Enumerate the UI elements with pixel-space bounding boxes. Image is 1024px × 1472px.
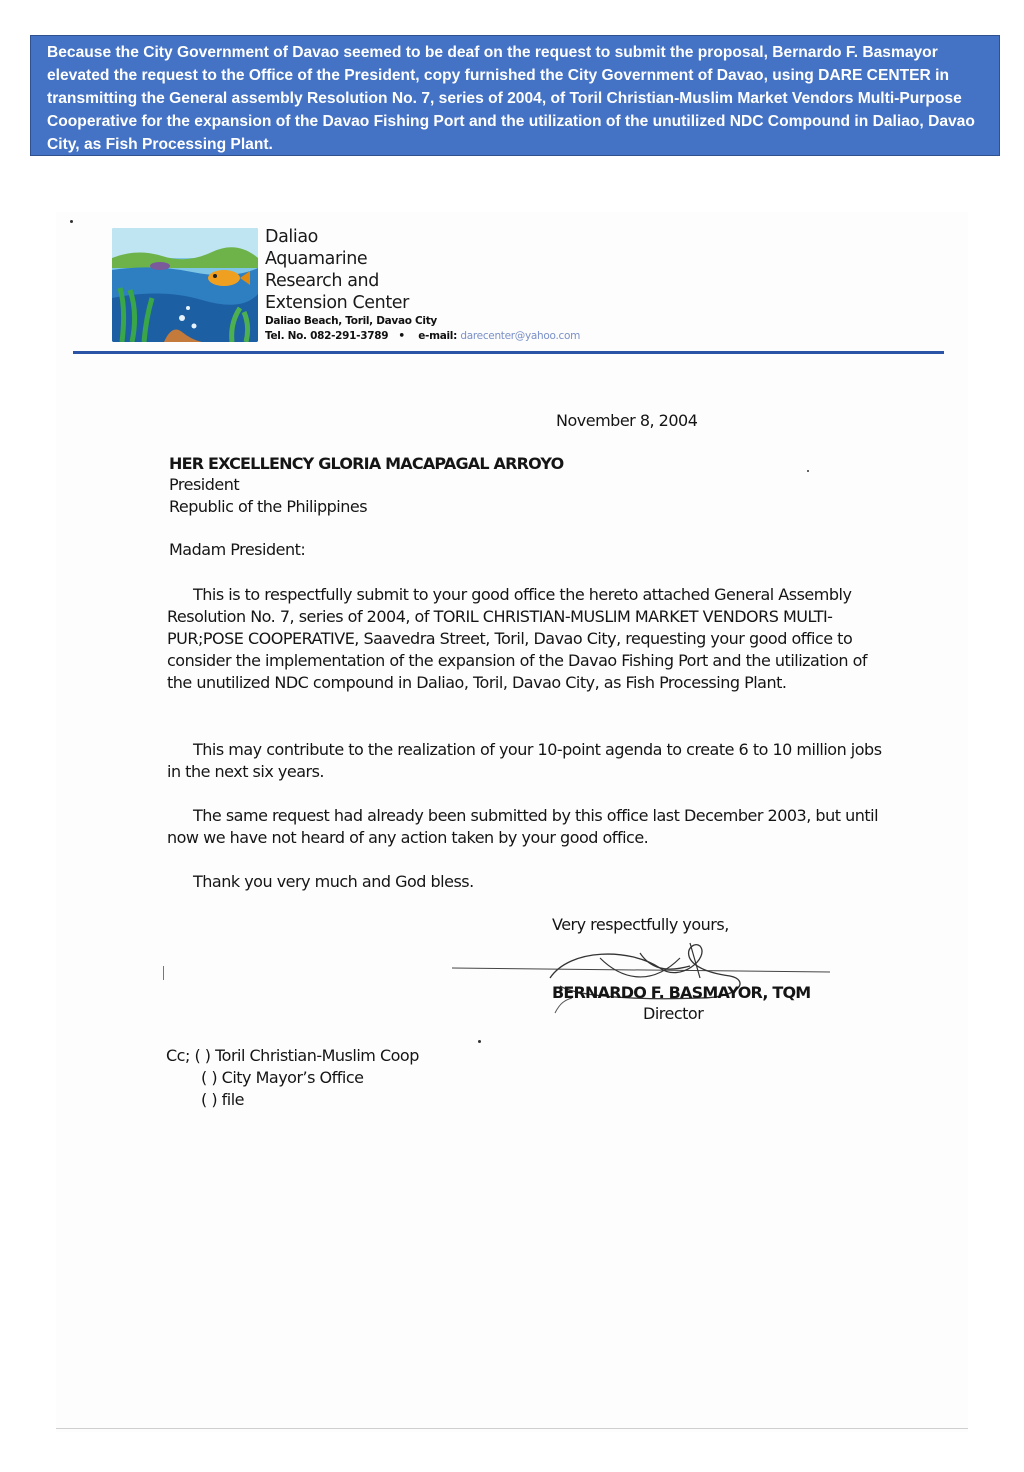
bullet-separator: • xyxy=(398,330,405,342)
paragraph-4-text: Thank you very much and God bless. xyxy=(193,872,474,891)
letter-date: November 8, 2004 xyxy=(556,411,698,430)
recipient-name: HER EXCELLENCY GLORIA MACAPAGAL ARROYO xyxy=(169,454,564,473)
org-address: Daliao Beach, Toril, Davao City xyxy=(265,315,437,327)
org-line-3: Research and xyxy=(265,271,379,291)
paragraph-2 xyxy=(167,739,887,783)
recipient-org: Republic of the Philippines xyxy=(169,497,368,516)
signatory-name: BERNARDO F. BASMAYOR, TQM xyxy=(552,983,811,1002)
aquamarine-logo-image xyxy=(112,228,258,342)
email-address: darecenter@yahoo.com xyxy=(460,330,581,342)
signatory-title: Director xyxy=(643,1004,704,1023)
cc-item-3: ( ) file xyxy=(201,1090,245,1109)
scan-edge xyxy=(56,1428,968,1429)
paragraph-3-text: The same request had already been submitted by this office last December 2003, but until now we have not heard of any action taken by your good office. xyxy=(167,806,879,847)
recipient-title: President xyxy=(169,475,240,494)
cc-item-2: ( ) City Mayor’s Office xyxy=(201,1068,364,1087)
paragraph-3 xyxy=(167,805,887,849)
cc-list xyxy=(166,1045,419,1111)
closing: Very respectfully yours, xyxy=(552,915,729,934)
org-contact xyxy=(265,330,580,342)
org-line-4: Extension Center xyxy=(265,293,409,313)
scan-speck xyxy=(807,470,809,472)
scan-mark xyxy=(163,966,164,980)
scan-speck xyxy=(70,220,73,223)
paragraph-2-text: This may contribute to the realization of your 10-point agenda to create 6 to 10 million jobs in the next six years. xyxy=(167,740,882,781)
paragraph-4 xyxy=(167,871,887,893)
paragraph-1-text: This is to respectfully submit to your good office the hereto attached General Assembly Resolution No. 7, series of 2004, of TORIL CHRISTIAN-MUSLIM MARKET VENDORS MULTI-PUR;POSE COOPERATIVE, Saavedra Street, Toril, Davao City, requesting your good office to consider the implementation of the expansion of the Davao Fishing Port and the utilization of the unutilized NDC compound in Daliao, Toril, Davao City, as Fish Processing Plant. xyxy=(167,585,868,692)
scan-speck xyxy=(478,1040,481,1043)
org-line-1: Daliao xyxy=(265,227,318,247)
org-line-2: Aquamarine xyxy=(265,249,368,269)
caption-box xyxy=(30,35,1000,156)
org-tel: Tel. No. 082-291-3789 xyxy=(265,330,389,342)
letterhead-rule xyxy=(73,351,944,354)
cc-item-1: Cc; ( ) Toril Christian-Muslim Coop xyxy=(166,1046,419,1065)
email-label: e-mail: xyxy=(418,330,458,342)
caption-text: Because the City Government of Davao seemed to be deaf on the request to submit the proposal, Bernardo F. Basmayor elevated the request to the Office of the President, copy furnished the City Government of Davao, using DARE CENTER in transmitting the General assembly Resolution No. 7, series of 2004, of Toril Christian-Muslim Market Vendors Multi-Purpose Cooperative for the expansion of the Davao Fishing Port and the utilization of the unutilized NDC Compound in Daliao, Davao City, as Fish Processing Plant. xyxy=(47,44,975,153)
org-name xyxy=(265,226,409,314)
paragraph-1 xyxy=(167,584,887,694)
salutation: Madam President: xyxy=(169,540,306,559)
